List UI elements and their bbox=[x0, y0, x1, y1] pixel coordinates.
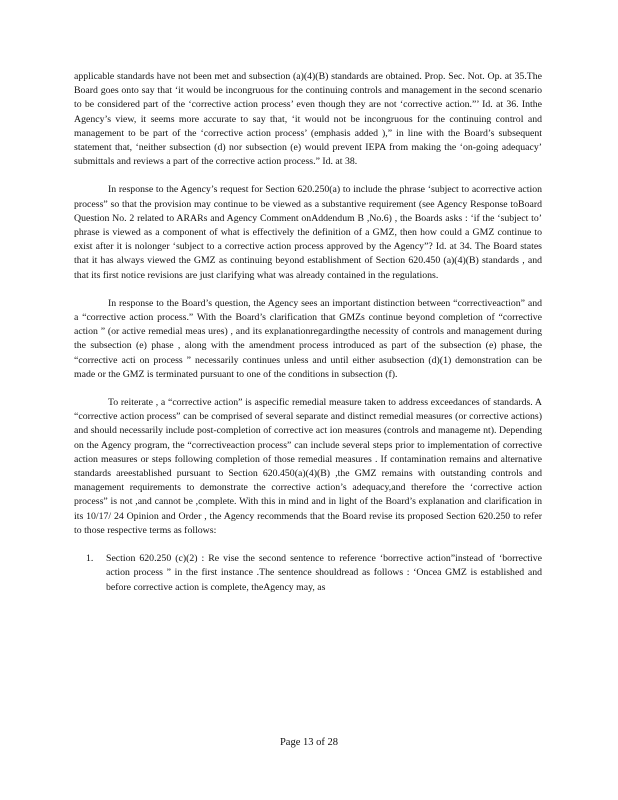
paragraph-continued: applicable standards have not been met and subsection (a)(4)(B) standards are obtained. Prop. Sec. Not. Op. at 35.The Board goes onto say that ‘it would be incongruous for the continuing controls and management in the second scenario to be considered part of the ‘corrective action process’ even though they are not ‘corrective action.”’ Id. at 36. Inthe Agency’s view, it seems more accurate to say that, ‘it would not be incongruous for the continuing control and management to be part of the ‘corrective action process’ (emphasis added ),” in line with the Board’s subsequent statement that, ‘neither subsection (d) nor subsection (e) would prevent IEPA from making the ‘on-going adequacy’ submittals and reviews a part of the corrective action process.” Id. at 38. bbox=[74, 71, 542, 168]
paragraph: In response to the Agency’s request for Section 620.250(a) to include the phrase ‘subject to acorrective action process” so that the provision may continue to be viewed as a substantive requirement (see Agency Response toBoard Question No. 2 related to ARARs and Agency Comment onAddendum B ,No.6) , the Boards asks : ‘if the ‘subject to’ phrase is viewed as a component of what is effectively the definition of a GMZ, then how could a GMZ continue to exist after it is nolonger ‘subject to a corrective action process approved by the Agency”? Id. at 34. The Board states that it has always viewed the GMZ as continuing beyond establishment of Section 620.450 (a)(4)(B) standards , and that its first notice revisions are just clarifying what was already contained in the regulations. bbox=[74, 184, 542, 281]
list-item bbox=[86, 552, 542, 595]
page-number: Page 13 of 28 bbox=[279, 737, 339, 748]
recommendation-list bbox=[74, 552, 542, 595]
page-body bbox=[74, 70, 542, 595]
list-item-number: 1. bbox=[86, 553, 94, 565]
paragraph: In response to the Board’s question, the Agency sees an important distinction between “correctiveaction” and a “corrective action process.” With the Board’s clarification that GMZs continue beyond completion of “corrective action ” (or active remedial meas ures) , and its explanationregardingthe necessity of controls and management during the subsection (e) phase , along with the amendment process introduced as part of the subsection (e) phase, the “corrective acti on process ” necessarily continues unless and until either asubsection (d)(1) demonstration can be made or the GMZ is terminated pursuant to one of the conditions in subsection (f). bbox=[74, 297, 542, 380]
paragraph: To reiterate , a “corrective action” is aspecific remedial measure taken to address exceedances of standards. A “corrective action process” can be comprised of several separate and distinct remedial measures (or corrective actions) and should necessarily include post-completion of corrective act ion measures (controls and manageme nt). Depending on the Agency program, the “correctiveaction process” can include several steps prior to implementation of corrective action measures or steps following completion of those remedial measures . If contamination remains and alternative standards areestablished pursuant to Section 620.450(a)(4)(B) ,the GMZ remains with outstanding controls and management requirements to demonstrate the corrective action’s adequacy,and therefore the ‘corrective action process” is not ,and cannot be ,complete. With this in mind and in light of the Board’s explanation and clarification in its 10/17/ 24 Opinion and Order , the Agency recommends that the Board revise its proposed Section 620.250 to refer to those respective terms as follows: bbox=[74, 397, 542, 536]
list-item-text: Section 620.250 (c)(2) : Re vise the second sentence to reference ‘borrective action”instead of ‘borrective action process ” in the first instance .The sentence shouldread as follows : ‘Oncea GMZ is established and before corrective action is complete, theAgency may, as bbox=[106, 553, 542, 593]
